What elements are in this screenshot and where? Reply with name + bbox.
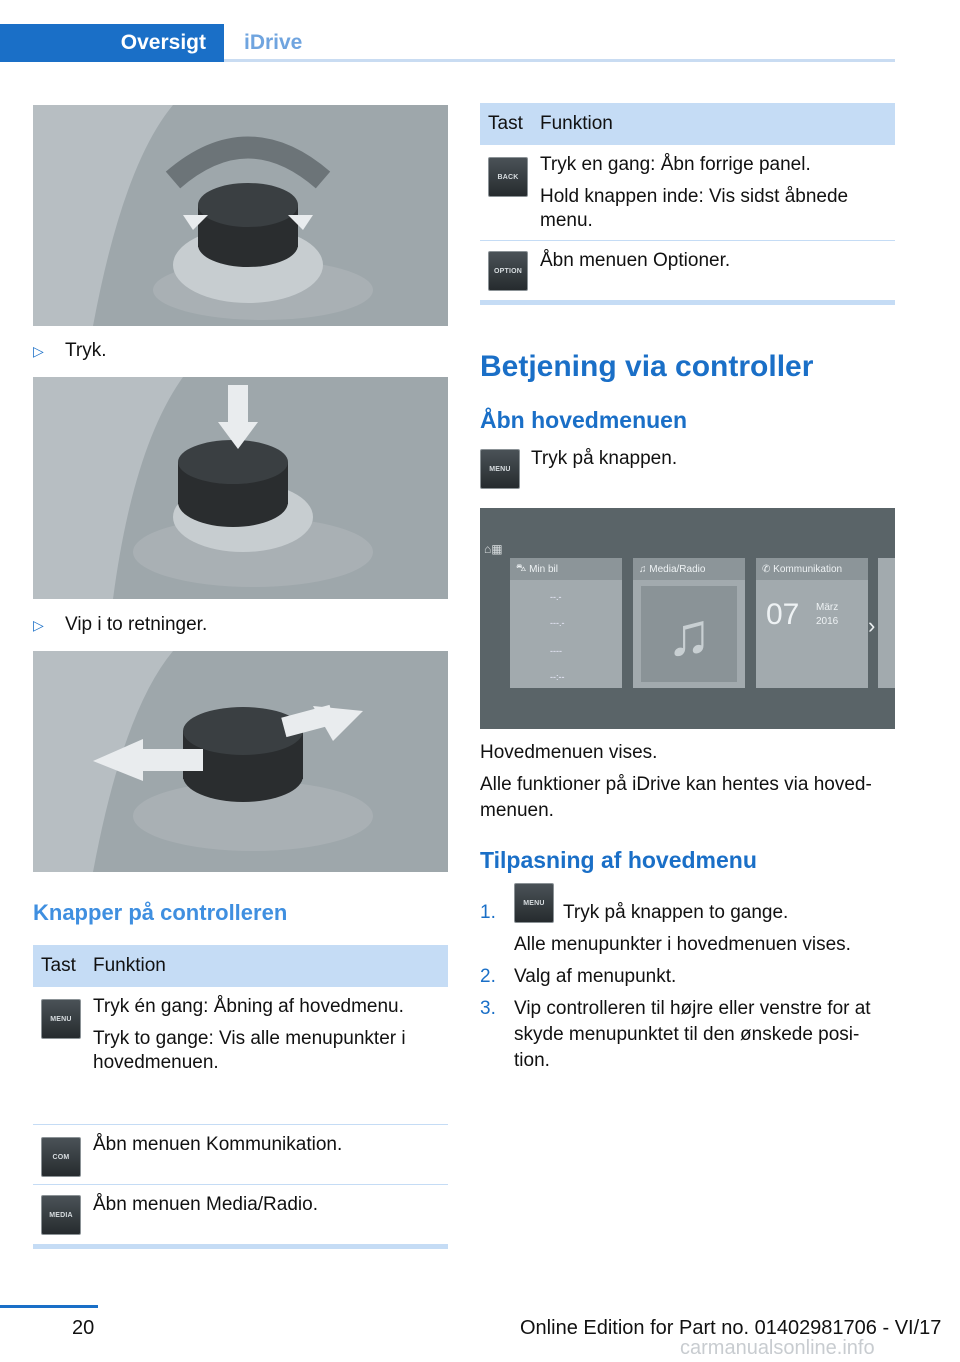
row-text: Hold knappen inde: Vis sidst åbnede menu. — [540, 186, 849, 231]
step-subtext: Alle menupunkter i hovedmenuen vises. — [514, 934, 851, 955]
table-header — [480, 103, 895, 145]
step-number: 2. — [480, 966, 496, 987]
row-text: Tryk en gang: Åbn forrige panel. — [540, 154, 811, 175]
buttons-table — [33, 945, 448, 1249]
bullet-triangle-icon: ▷ — [33, 616, 44, 633]
table-end-rule — [33, 1244, 448, 1249]
bullet-tilt-text: Vip i to retninger. — [65, 614, 208, 635]
step-text: Vip controlleren til højre eller venstre for at skyde menupunktet til den ønskede posi-tion. — [514, 998, 871, 1071]
tile-media-radio: ♫ Media/Radio ♫ — [633, 558, 745, 688]
table-header — [33, 945, 448, 987]
row-text: Åbn menuen Media/Radio. — [93, 1194, 318, 1215]
subheading-open-menu: Åbn hovedmenuen — [480, 407, 688, 433]
heading-controller: Betjening via controller — [480, 350, 814, 383]
menu-button-icon: MENU — [41, 999, 81, 1039]
bullet-press-text: Tryk. — [65, 340, 107, 361]
subheading-customize: Tilpasning af hovedmenu — [480, 847, 757, 873]
row-text: Tryk én gang: Åbning af hovedmenu. — [93, 996, 404, 1017]
table-row — [480, 145, 895, 241]
tab-idrive[interactable]: iDrive — [244, 31, 303, 54]
tile-next-partial — [878, 558, 895, 688]
tab-oversigt[interactable]: Oversigt — [0, 24, 224, 62]
footer-rule — [0, 1305, 98, 1308]
col-tast: Tast — [41, 955, 76, 976]
step-number: 3. — [480, 998, 496, 1019]
tile-min-bil: ⛍ Min bil --.- ---.- ---- --:-- — [510, 558, 622, 688]
watermark: carmanualsonline.info — [680, 1337, 875, 1359]
table-row — [33, 987, 448, 1125]
step-text: Tryk på knappen to gange. — [563, 902, 789, 923]
controller-tilt-image — [33, 651, 448, 872]
car-icon: ⛍ — [516, 562, 530, 574]
music-artwork-icon: ♫ — [641, 586, 737, 682]
buttons-table-2 — [480, 103, 895, 305]
page-number: 20 — [72, 1317, 95, 1339]
para-all-functions: Alle funktioner på iDrive kan hentes via hoved-menuen. — [480, 774, 872, 821]
back-button-icon: BACK — [488, 157, 528, 197]
tile-kommunikation: ✆ Kommunikation 07 März 2016 — [756, 558, 868, 688]
controller-press-image — [33, 377, 448, 599]
row-text: Åbn menuen Optioner. — [540, 250, 731, 271]
menu-button-icon: MENU — [514, 883, 554, 923]
edition-note: Online Edition for Part no. 01402981706 - VI/17 — [520, 1317, 942, 1339]
section-title-buttons: Knapper på controlleren — [33, 900, 288, 925]
option-button-icon: OPTION — [488, 251, 528, 291]
table-end-rule — [480, 300, 895, 305]
row-text: Åbn menuen Kommunikation. — [93, 1134, 343, 1155]
col-funktion: Funktion — [93, 955, 166, 976]
music-note-icon: ♫ — [639, 563, 650, 575]
com-button-icon: COM — [41, 1137, 81, 1177]
step-text: Valg af menupunkt. — [514, 966, 677, 987]
chevron-right-icon: › — [868, 613, 876, 638]
menu-button-icon: MENU — [480, 449, 520, 489]
table-row — [33, 1125, 448, 1185]
bullet-triangle-icon: ▷ — [33, 342, 44, 359]
controller-rotate-image — [33, 105, 448, 326]
idrive-main-menu-screen — [480, 508, 895, 729]
col-tast: Tast — [488, 113, 523, 134]
table-row — [33, 1185, 448, 1244]
step-number: 1. — [480, 902, 496, 923]
row-text: Tryk to gange: Vis alle menupunkter i hovedmenuen. — [93, 1028, 406, 1073]
bullet-tilt — [33, 610, 207, 640]
para-main-menu-shown: Hovedmenuen vises. — [480, 742, 658, 763]
media-button-icon: MEDIA — [41, 1195, 81, 1235]
bullet-press — [33, 336, 107, 366]
home-icon: ⌂▦ — [484, 542, 503, 556]
phone-icon: ✆ — [762, 563, 774, 575]
col-funktion: Funktion — [540, 113, 613, 134]
press-button-text: Tryk på knappen. — [531, 448, 678, 469]
table-row — [480, 241, 895, 300]
